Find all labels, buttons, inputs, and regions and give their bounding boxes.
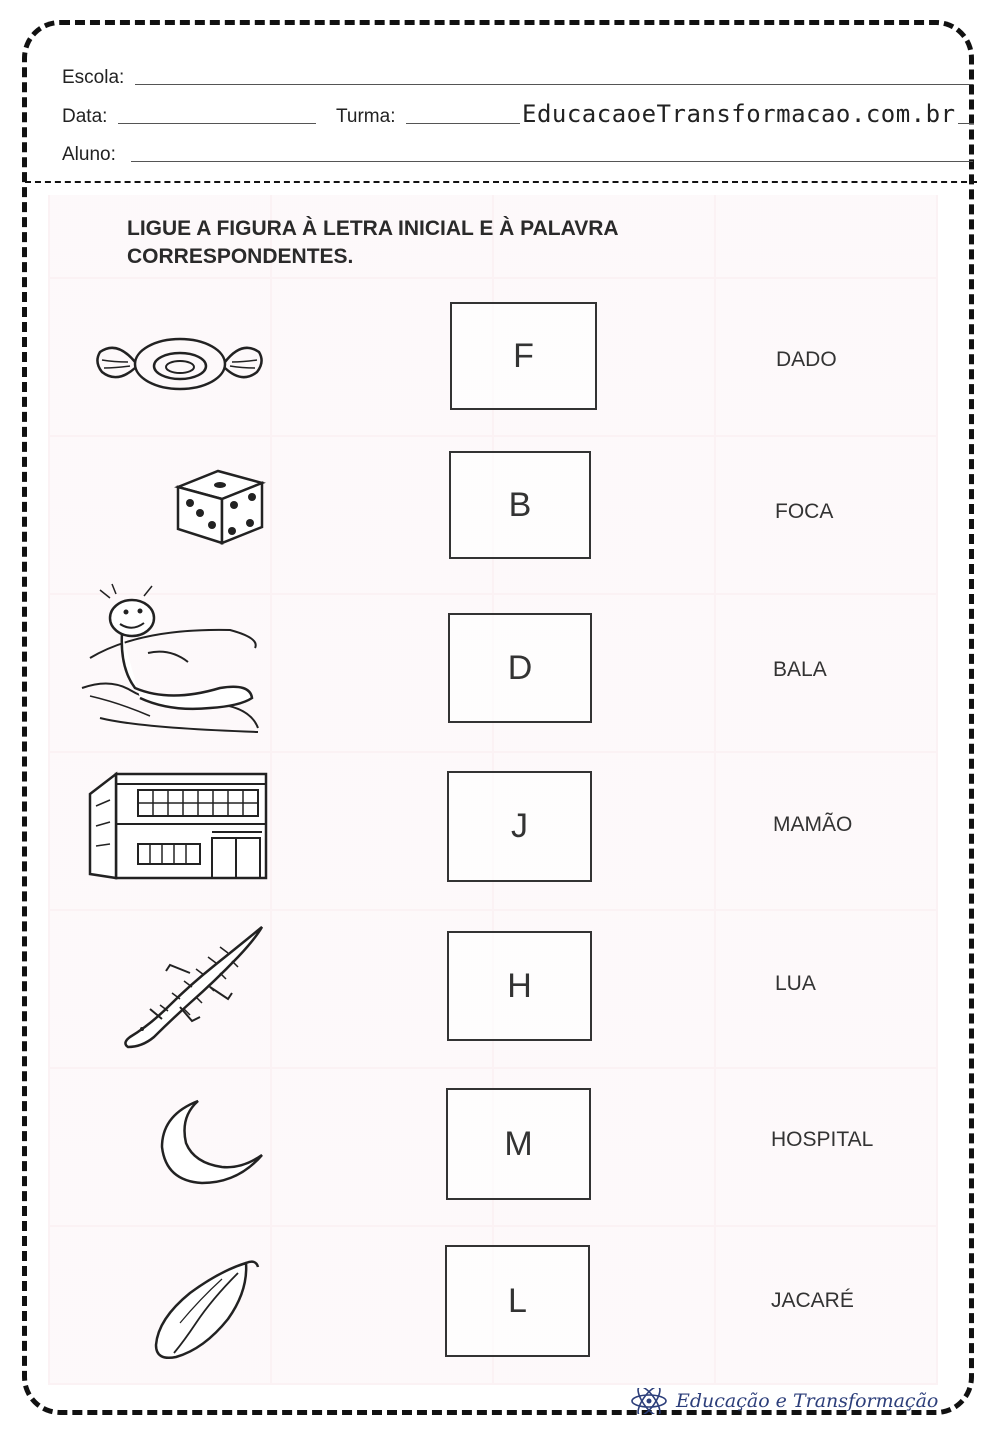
letter-box-7[interactable] bbox=[445, 1245, 590, 1357]
student-line[interactable] bbox=[131, 161, 973, 162]
word-1[interactable]: DADO bbox=[776, 348, 837, 371]
letter-2: B bbox=[508, 485, 532, 524]
dice-icon[interactable] bbox=[170, 465, 268, 547]
letter-7: L bbox=[508, 1281, 527, 1320]
word-4[interactable]: MAMÃO bbox=[773, 813, 853, 836]
letter-4: J bbox=[511, 807, 528, 845]
class-line[interactable] bbox=[406, 123, 520, 124]
instructions bbox=[127, 215, 827, 271]
letter-box-5[interactable] bbox=[447, 931, 592, 1041]
letter-box-4[interactable] bbox=[447, 771, 592, 882]
instructions-line-2: CORRESPONDENTES. bbox=[127, 245, 354, 268]
website-text: EducacaoeTransformacao.com.br bbox=[522, 100, 956, 128]
moon-icon[interactable] bbox=[158, 1097, 268, 1187]
letter-box-2[interactable] bbox=[449, 451, 591, 559]
letter-1: F bbox=[513, 336, 534, 375]
crocodile-icon[interactable] bbox=[120, 925, 265, 1050]
seal-icon[interactable] bbox=[80, 578, 265, 733]
date-label: Data: bbox=[62, 106, 108, 127]
letter-box-6[interactable] bbox=[446, 1088, 591, 1200]
letter-5: H bbox=[507, 966, 532, 1005]
footer-brand bbox=[630, 1388, 938, 1414]
instructions-line-1: LIGUE A FIGURA À LETRA INICIAL E À PALAVRA bbox=[127, 217, 619, 240]
word-3[interactable]: BALA bbox=[773, 658, 827, 681]
hospital-building-icon[interactable] bbox=[86, 766, 272, 881]
word-5[interactable]: LUA bbox=[775, 972, 816, 995]
date-line[interactable] bbox=[118, 123, 316, 124]
class-line-end bbox=[958, 123, 974, 124]
letter-6: M bbox=[504, 1124, 533, 1163]
candy-icon[interactable] bbox=[92, 332, 267, 392]
letter-3: D bbox=[507, 648, 533, 687]
student-label: Aluno: bbox=[62, 144, 116, 165]
header-divider bbox=[25, 181, 977, 183]
word-2[interactable]: FOCA bbox=[775, 500, 834, 523]
school-label: Escola: bbox=[62, 67, 125, 88]
word-6[interactable]: HOSPITAL bbox=[771, 1128, 874, 1151]
word-7[interactable]: JACARÉ bbox=[771, 1289, 854, 1312]
footer-brand-text: Educação e Transformação bbox=[676, 1390, 939, 1412]
papaya-icon[interactable] bbox=[150, 1253, 262, 1363]
letter-box-1[interactable] bbox=[450, 302, 597, 410]
atom-logo-icon bbox=[630, 1388, 668, 1414]
letter-box-3[interactable] bbox=[448, 613, 592, 723]
school-line[interactable] bbox=[135, 84, 973, 85]
class-label: Turma: bbox=[336, 106, 396, 127]
